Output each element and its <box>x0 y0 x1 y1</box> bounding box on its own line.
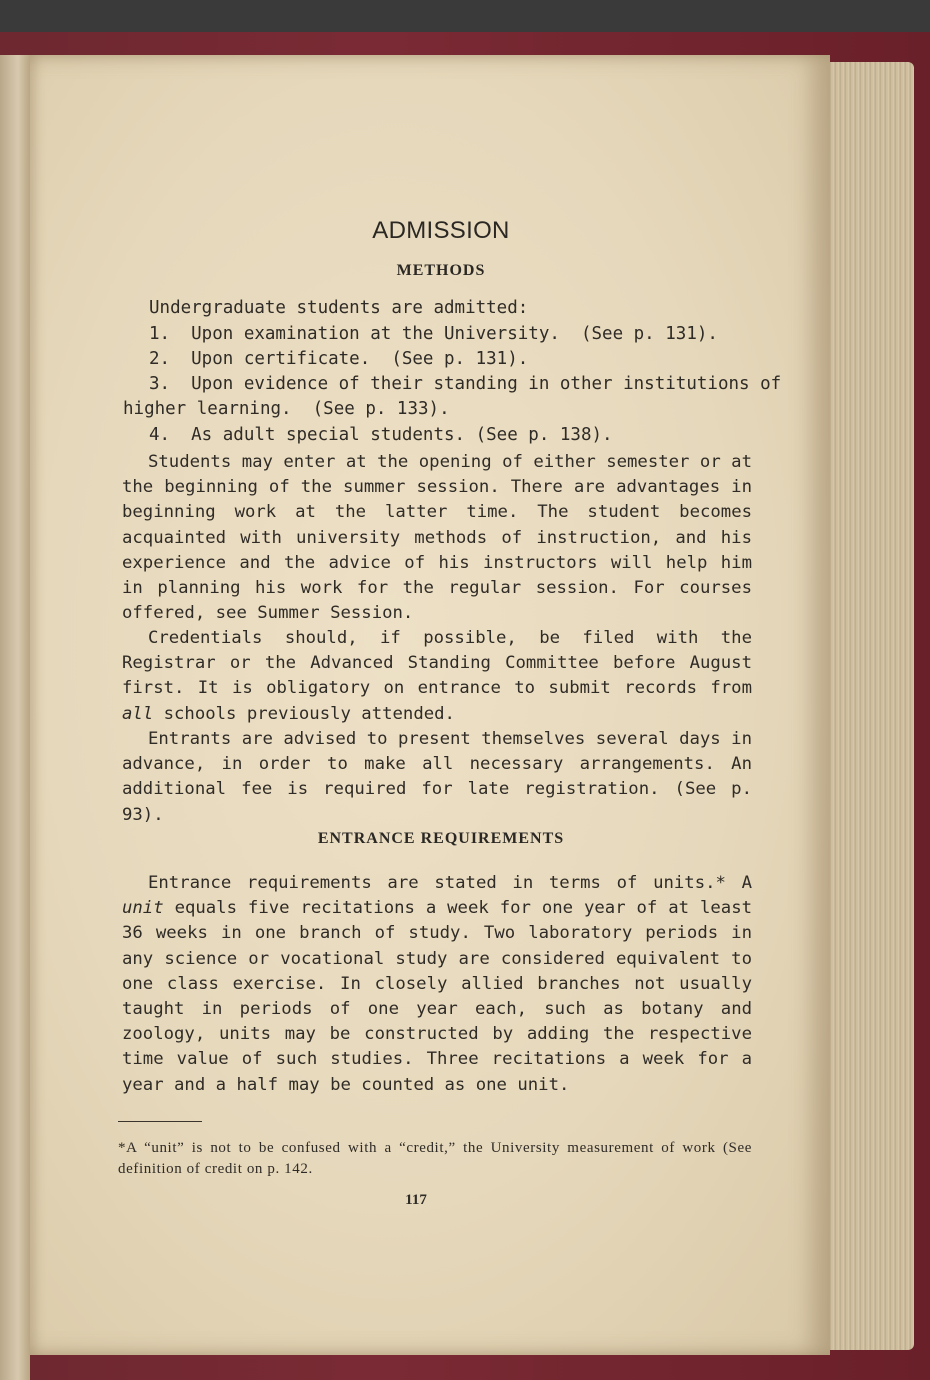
methods-item-3: 3. Upon evidence of their standing in other institutions of <box>149 374 782 394</box>
methods-intro: Undergraduate students are admitted: <box>149 298 529 318</box>
methods-item-3-cont: higher learning. (See p. 133). <box>123 399 450 419</box>
footnote-rule <box>118 1121 202 1122</box>
methods-item-4: 4. As adult special students. (See p. 138). <box>149 425 613 445</box>
methods-item-1: 1. Upon examination at the University. (See p. 131). <box>149 324 718 344</box>
methods-item-2: 2. Upon certificate. (See p. 131). <box>149 349 529 369</box>
section-title-methods: METHODS <box>396 262 486 279</box>
footnote: *A “unit” is not to be confused with a “credit,” the University measurement of work (See definition of credit on p. 142. <box>118 1140 752 1177</box>
paragraph-credentials: Credentials should, if possible, be filed with the Registrar or the Advanced Standing Committee before August first. It is obligatory on entrance to submit records from all schools previously attended. <box>122 628 752 724</box>
section-title-entrance: ENTRANCE REQUIREMENTS <box>317 830 565 847</box>
page-heading: ADMISSION <box>372 217 510 244</box>
paragraph-semester: Students may enter at the opening of either semester or at the beginning of the summer session. There are advantages in beginning work at the latter time. The student becomes acquainted with university methods of instruction, and his experience and the advice of his instructors will help him in planning his work for the regular session. For courses offered, see Summer Session. <box>122 452 752 624</box>
page-number: 117 <box>405 1192 427 1208</box>
paragraph-entrants: Entrants are advised to present themselves several days in advance, in order to make all necessary arrangements. An additional fee is required for late registration. (See p. 93). <box>122 729 752 825</box>
paragraph-entrance-requirements: Entrance requirements are stated in terms of units.* A unit equals five recitations a week for one year of at least 36 weeks in one branch of study. Two laboratory periods in any science or vocational study are considered equivalent to one class exercise. In closely allied branches not usually taught in periods of one year each, such as botany and zoology, units may be constructed by adding the respective time value of such studies. Three recitations a week for a year and a half may be counted as one unit. <box>122 873 753 1095</box>
previous-page-edge <box>0 55 30 1380</box>
